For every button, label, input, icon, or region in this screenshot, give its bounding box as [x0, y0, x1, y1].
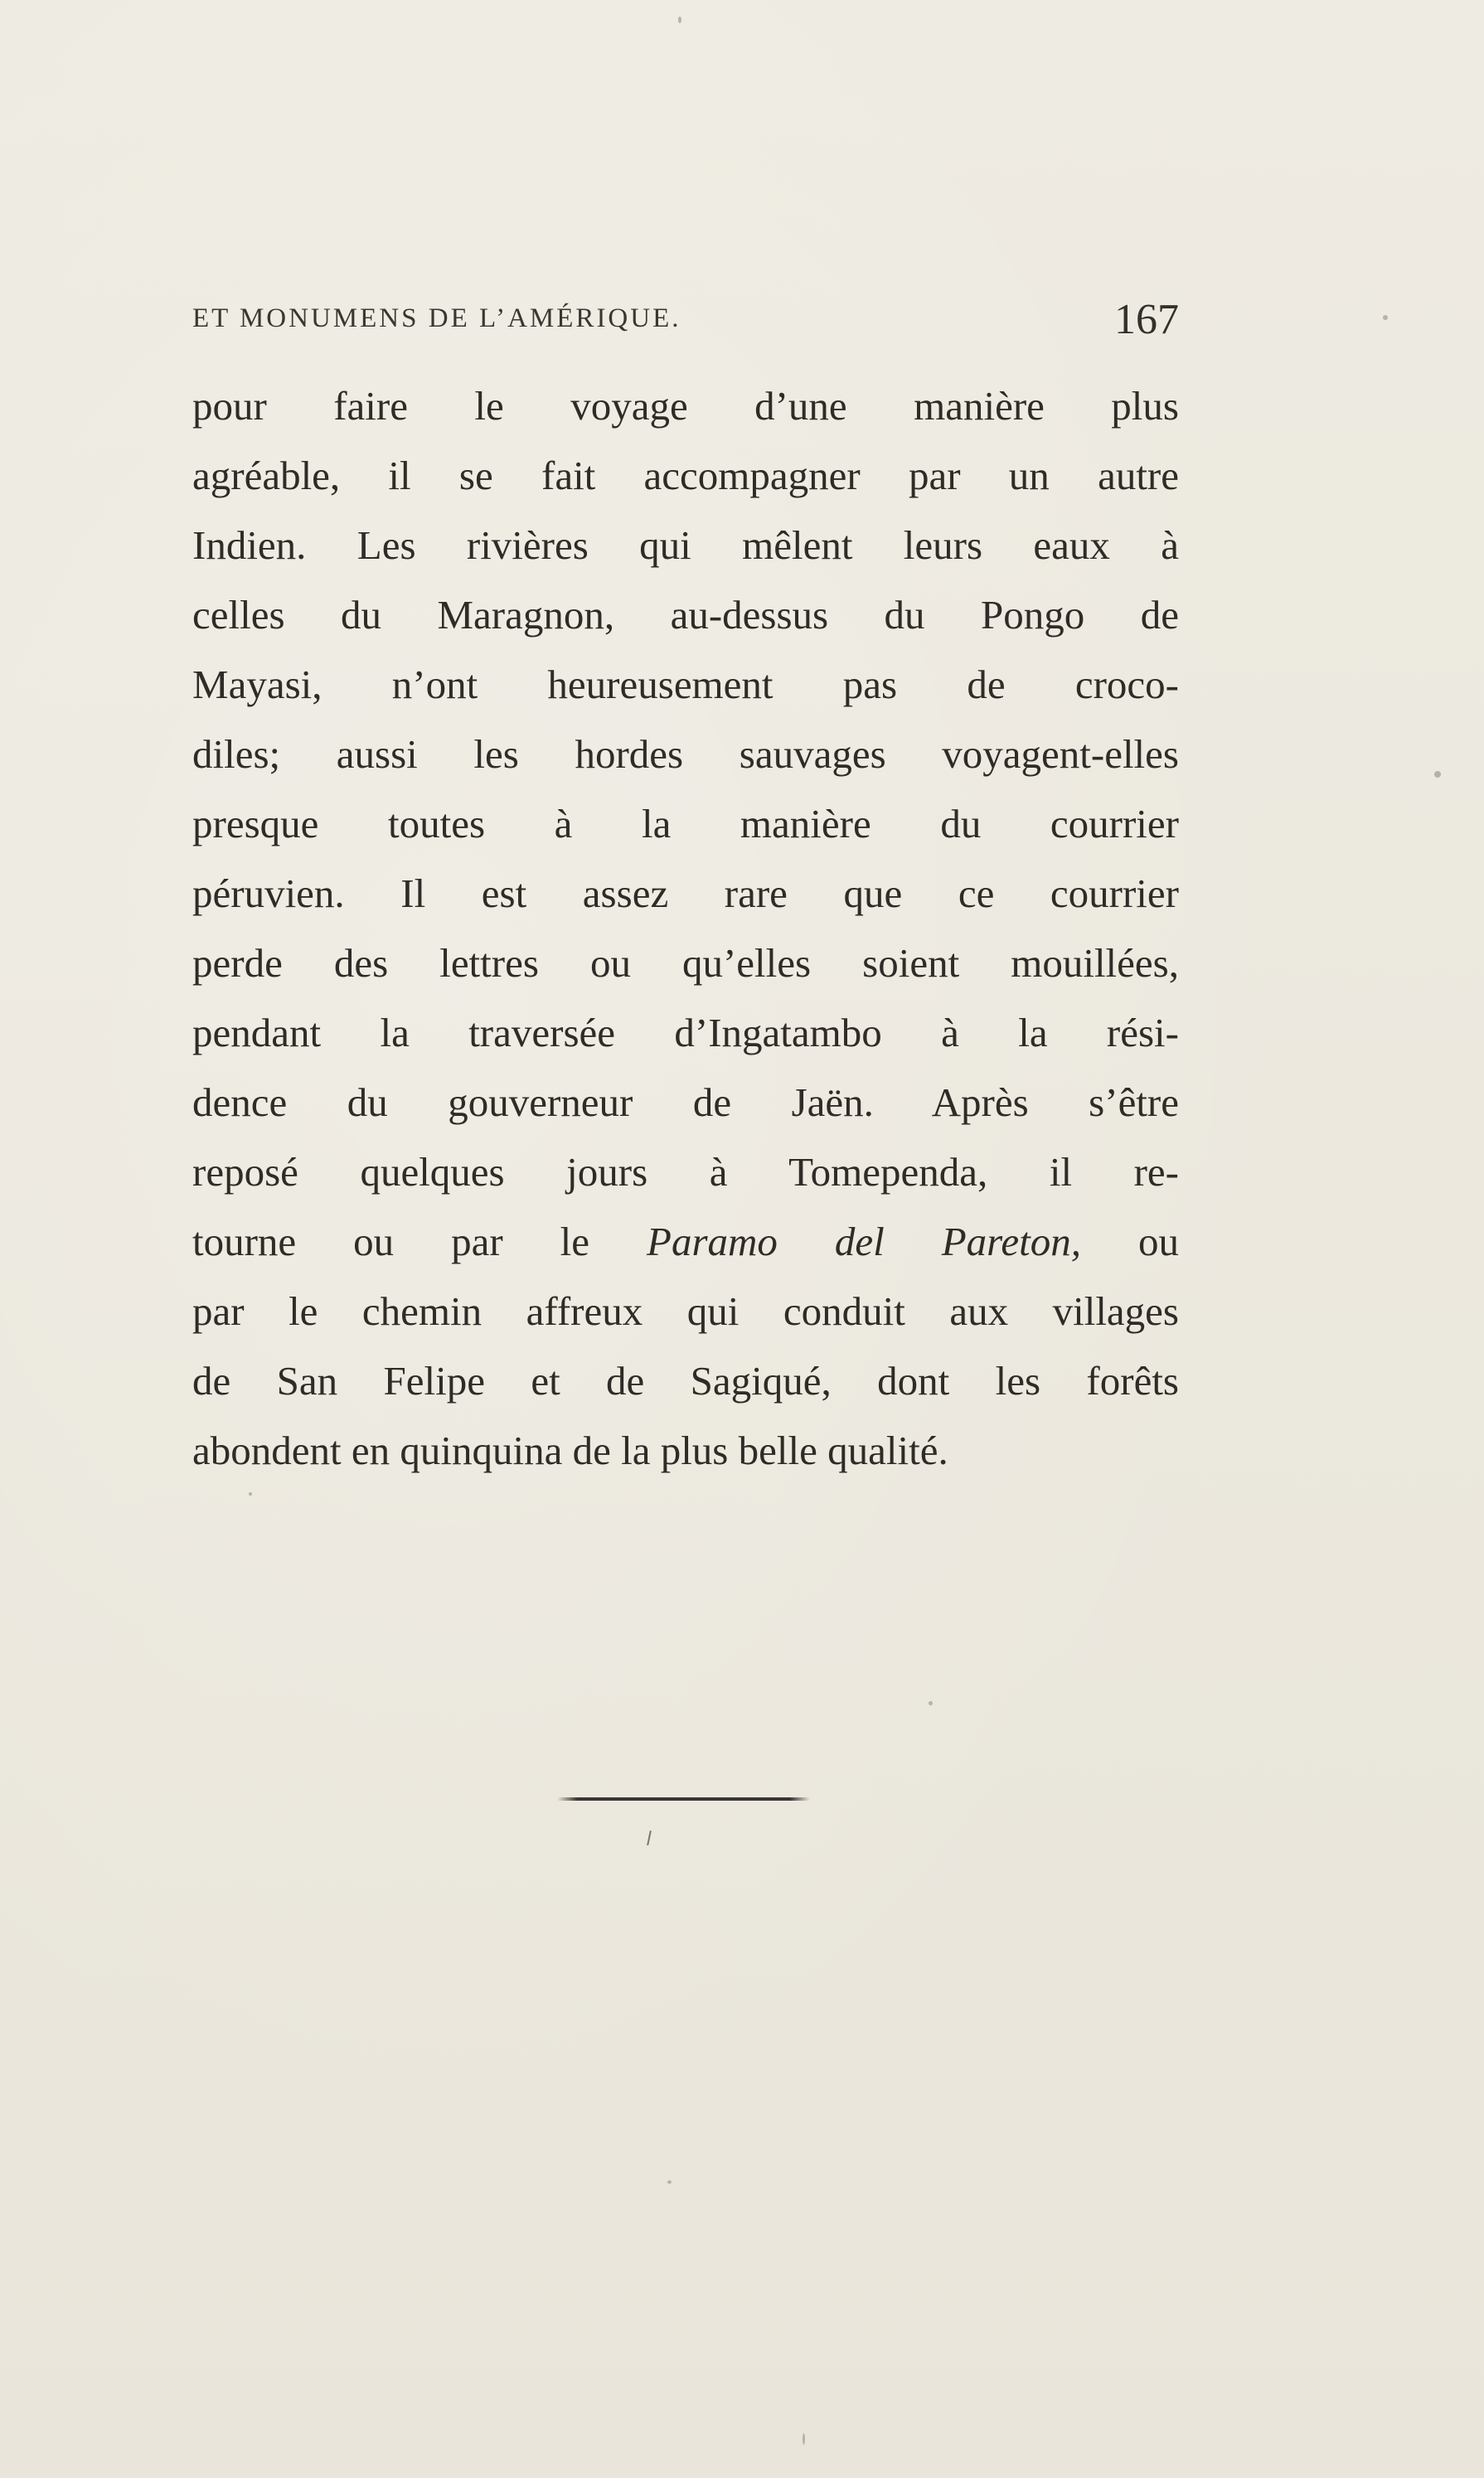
text-line: pour faire le voyage d’une manière plus [192, 383, 1179, 429]
paper-speck [667, 2180, 672, 2184]
text-line: péruvien. Il est assez rare que ce courrier [192, 870, 1179, 916]
running-title: ET MONUMENS DE L’AMÉRIQUE. [192, 303, 681, 333]
paper-speck [1383, 315, 1388, 320]
text-line: Mayasi, n’ont heureusement pas de croco- [192, 662, 1179, 707]
text-line: perde des lettres ou qu’elles soient mouillées, [192, 940, 1179, 986]
text-segment: tourne ou par le [192, 1219, 590, 1264]
text-line: par le chemin affreux qui conduit aux villages [192, 1288, 1179, 1334]
text-line: presque toutes à la manière du courrier [192, 801, 1179, 846]
italic-place-name: Paramo del Pareton, [647, 1219, 1082, 1264]
text-line: pendant la traversée d’Ingatambo à la rési- [192, 1010, 1179, 1055]
paper-speck [1434, 771, 1441, 778]
running-head [192, 297, 1179, 347]
page-number: 167 [1114, 296, 1179, 343]
paper-speck [803, 2433, 805, 2445]
text-line: abondent en quinquina de la plus belle qualité. [192, 1428, 948, 1473]
body-text [192, 371, 1179, 1486]
paper-speck [678, 17, 681, 23]
text-line: dence du gouverneur de Jaën. Après s’être [192, 1079, 1179, 1125]
paper-speck [249, 1492, 252, 1496]
text-line [192, 1207, 1179, 1277]
text-line: diles; aussi les hordes sauvages voyagent-elles [192, 731, 1179, 777]
section-rule [557, 1797, 810, 1801]
text-segment: ou [1138, 1219, 1179, 1264]
text-line: reposé quelques jours à Tomependa, il re- [192, 1149, 1179, 1195]
paper-mark [647, 1831, 652, 1845]
text-line: celles du Maragnon, au-dessus du Pongo de [192, 592, 1179, 638]
text-line: Indien. Les rivières qui mêlent leurs eaux à [192, 522, 1179, 568]
paper-speck [929, 1701, 933, 1705]
text-line: agréable, il se fait accompagner par un autre [192, 453, 1179, 498]
text-line: de San Felipe et de Sagiqué, dont les forêts [192, 1358, 1179, 1404]
